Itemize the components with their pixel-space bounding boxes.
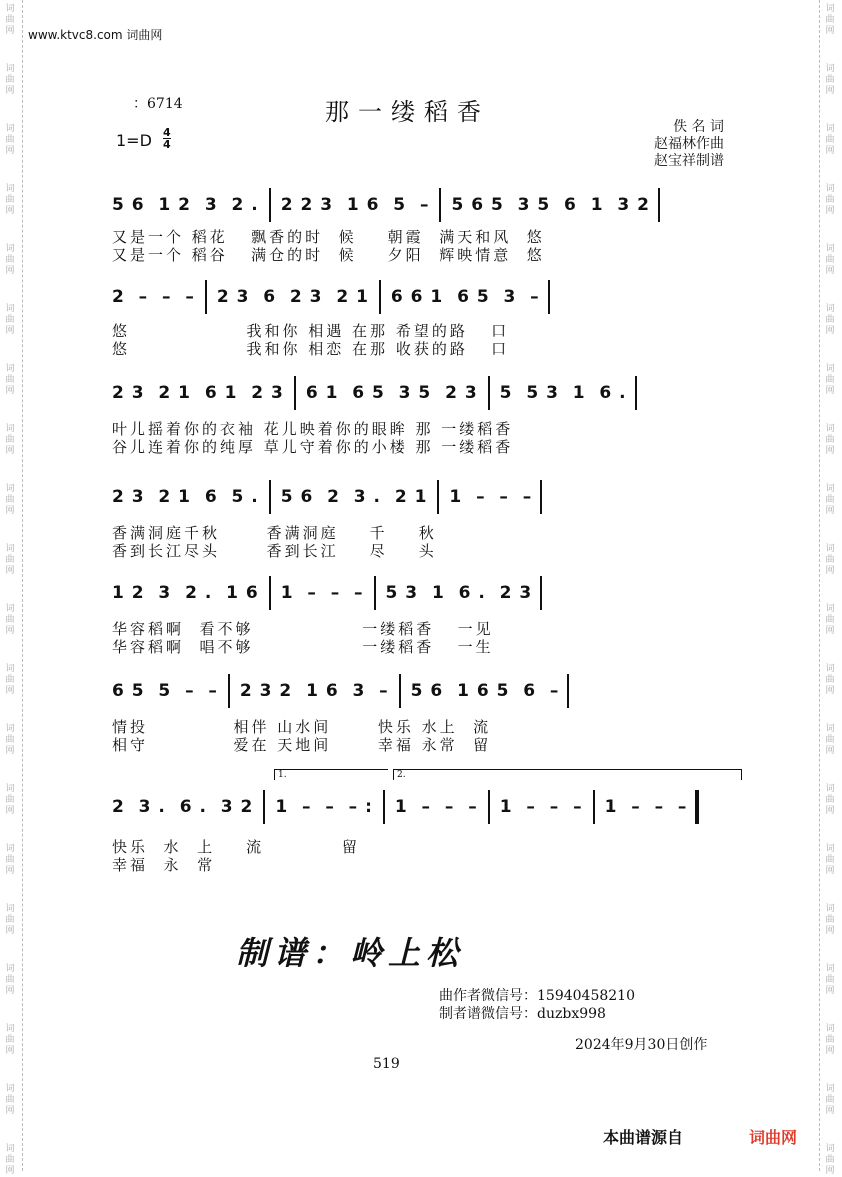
barline: [205, 280, 207, 314]
lyrics-verse-2: 悠 我和你 相恋 在那 收获的路 口: [112, 340, 510, 358]
side-watermark: 词曲网: [825, 1024, 835, 1056]
lyrics-verse-1: 又是一个 稻花 飘香的时 候 朝霞 满天和风 悠: [112, 228, 545, 246]
lyrics-verse-1: 华容稻啊 看不够 一缕稻香 一见: [112, 620, 494, 638]
measure: 5 6 1 6 5 6 –: [410, 681, 560, 701]
barline: [294, 376, 296, 410]
side-watermark: 词曲网: [825, 964, 835, 996]
side-watermark: 词曲网: [825, 4, 835, 36]
composer-wechat: 曲作者微信号：15940458210: [439, 988, 635, 1004]
barline: [593, 790, 595, 824]
barline: [540, 576, 542, 610]
song-title: 那一缕稻香: [325, 98, 490, 126]
side-watermark: 词曲网: [5, 124, 15, 156]
measure: 5 5 3 1 6 .: [499, 383, 627, 403]
notes-row: [112, 188, 742, 222]
barline: [269, 480, 271, 514]
notes-row: [112, 480, 742, 514]
notes-row: [112, 280, 742, 314]
measure: 2 – – –: [112, 287, 195, 307]
measure: 1 2 3 2 . 1 6: [112, 583, 259, 603]
side-watermark: 词曲网: [825, 604, 835, 636]
measure: 6 1 6 5 3 5 2 3: [305, 383, 478, 403]
measure: 5 6 1 2 3 2 .: [112, 195, 259, 215]
measure: 6 5 5 – –: [112, 681, 218, 701]
measure: 2 3 2 1 6 3 –: [239, 681, 389, 701]
barline: [374, 576, 376, 610]
side-watermark: 词曲网: [5, 484, 15, 516]
score-code: ：6714: [133, 96, 183, 112]
side-watermark: 词曲网: [825, 844, 835, 876]
barline: [437, 480, 439, 514]
notes-row: [112, 674, 742, 708]
credits: [642, 119, 724, 170]
side-watermark: 词曲网: [5, 844, 15, 876]
lyrics-verse-1: 快乐 水 上 流 留: [112, 838, 360, 856]
measure: 2 3 2 1 6 1 2 3: [112, 383, 284, 403]
page-number: 519: [373, 1056, 400, 1072]
measure: 6 6 1 6 5 3 –: [390, 287, 540, 307]
volta-2: 2.: [393, 769, 742, 780]
side-watermark: 词曲网: [825, 304, 835, 336]
lyrics-verse-1: 叶儿摇着你的衣袖 花儿映着你的眼眸 那 一缕稻香: [112, 420, 514, 438]
composer-credit: 赵福林作曲: [654, 136, 724, 152]
side-watermark: 词曲网: [5, 664, 15, 696]
arranger-signature: 制谱：岭上松: [236, 934, 465, 972]
time-bottom: 4: [163, 138, 171, 151]
arranger-credit: 赵宝祥制谱: [654, 153, 724, 169]
side-watermark: 词曲网: [825, 1144, 835, 1176]
time-signature: [163, 127, 171, 150]
wechat-info: [439, 987, 635, 1023]
side-watermark: 词曲网: [825, 484, 835, 516]
side-watermark: 词曲网: [5, 64, 15, 96]
barline: [488, 790, 490, 824]
barline: [399, 674, 401, 708]
side-watermark: 词曲网: [5, 1024, 15, 1056]
barline: [548, 280, 550, 314]
lyrics-verse-2: 相守 爱在 天地间 幸福 永常 留: [112, 736, 492, 754]
side-watermark: 词曲网: [825, 244, 835, 276]
side-watermark: 词曲网: [825, 184, 835, 216]
side-watermark: 词曲网: [5, 784, 15, 816]
measure: 1 – – –: [449, 487, 533, 507]
measure: 2 3 . 6 . 3 2: [112, 797, 254, 817]
measure: 1 – – –: [499, 797, 583, 817]
barline: [567, 674, 569, 708]
lyrics-verse-1: 悠 我和你 相遇 在那 希望的路 口: [112, 322, 510, 340]
lyrics-verse-2: 又是一个 稻谷 满仓的时 候 夕阳 辉映情意 悠: [112, 246, 545, 264]
side-watermark: 词曲网: [825, 544, 835, 576]
barline: [658, 188, 660, 222]
side-watermark: 词曲网: [825, 784, 835, 816]
barline: [383, 790, 385, 824]
notes-row: [112, 376, 742, 410]
side-watermark: 词曲网: [5, 964, 15, 996]
time-top: 4: [163, 126, 171, 139]
lyrics-verse-1: 情投 相伴 山水间 快乐 水上 流: [112, 718, 492, 736]
lyricist-credit: 佚 名 词: [673, 119, 724, 135]
side-watermark: 词曲网: [5, 244, 15, 276]
measure: 5 6 5 3 5 6 1 3 2: [451, 195, 650, 215]
lyrics-verse-2: 华容稻啊 唱不够 一缕稻香 一生: [112, 638, 494, 656]
barline: [269, 188, 271, 222]
side-watermark: 词曲网: [5, 724, 15, 756]
barline: [263, 790, 265, 824]
side-watermark: 词曲网: [5, 904, 15, 936]
lyrics-verse-2: 幸福 永 常: [112, 856, 216, 874]
side-watermark: 词曲网: [5, 1084, 15, 1116]
side-watermark: 词曲网: [5, 304, 15, 336]
right-margin-strip: [819, 0, 842, 1176]
side-watermark: 词曲网: [825, 124, 835, 156]
barline: [540, 480, 542, 514]
volta-1: 1.: [274, 769, 388, 780]
measure: 1 – – –: [280, 583, 364, 603]
final-barline: [695, 790, 699, 824]
lyrics-verse-2: 谷儿连着你的纯厚 草儿守着你的小楼 那 一缕稻香: [112, 438, 514, 456]
side-watermark: 词曲网: [5, 1144, 15, 1176]
measure: 1 – – –: [604, 797, 688, 817]
site-url: www.ktvc8.com 词曲网: [28, 28, 163, 42]
notes-row: [112, 576, 742, 610]
side-watermark: 词曲网: [825, 364, 835, 396]
measure: 1 – – –: [394, 797, 478, 817]
side-watermark: 词曲网: [5, 364, 15, 396]
footer-source-label: 本曲谱源自: [603, 1128, 684, 1147]
notes-row: [112, 790, 742, 824]
arranger-wechat: 制者谱微信号：duzbx998: [439, 1006, 606, 1022]
lyrics-verse-2: 香到长江尽头 香到长江 尽 头: [112, 542, 437, 560]
side-watermark: 词曲网: [5, 604, 15, 636]
measure: 2 3 6 2 3 2 1: [216, 287, 369, 307]
barline: [379, 280, 381, 314]
lyrics-verse-1: 香满洞庭千秋 香满洞庭 千 秋: [112, 524, 437, 542]
footer-site-link[interactable]: 词曲网: [749, 1128, 798, 1147]
measure: 2 3 2 1 6 5 .: [112, 487, 259, 507]
side-watermark: 词曲网: [5, 4, 15, 36]
measure: 2 2 3 1 6 5 –: [280, 195, 430, 215]
side-watermark: 词曲网: [825, 424, 835, 456]
barline: [269, 576, 271, 610]
key-signature: 1=D: [116, 131, 152, 150]
side-watermark: 词曲网: [825, 904, 835, 936]
side-watermark: 词曲网: [825, 64, 835, 96]
side-watermark: 词曲网: [5, 544, 15, 576]
creation-date: 2024年9月30日创作: [575, 1037, 708, 1053]
left-margin-strip: [0, 0, 23, 1176]
side-watermark: 词曲网: [825, 724, 835, 756]
measure: 5 6 2 3 . 2 1: [280, 487, 428, 507]
barline: [439, 188, 441, 222]
barline: [488, 376, 490, 410]
barline: [228, 674, 230, 708]
barline: [635, 376, 637, 410]
side-watermark: 词曲网: [825, 664, 835, 696]
side-watermark: 词曲网: [5, 184, 15, 216]
side-watermark: 词曲网: [825, 1084, 835, 1116]
measure: 1 – – – :: [275, 797, 373, 817]
measure: 5 3 1 6 . 2 3: [385, 583, 533, 603]
side-watermark: 词曲网: [5, 424, 15, 456]
